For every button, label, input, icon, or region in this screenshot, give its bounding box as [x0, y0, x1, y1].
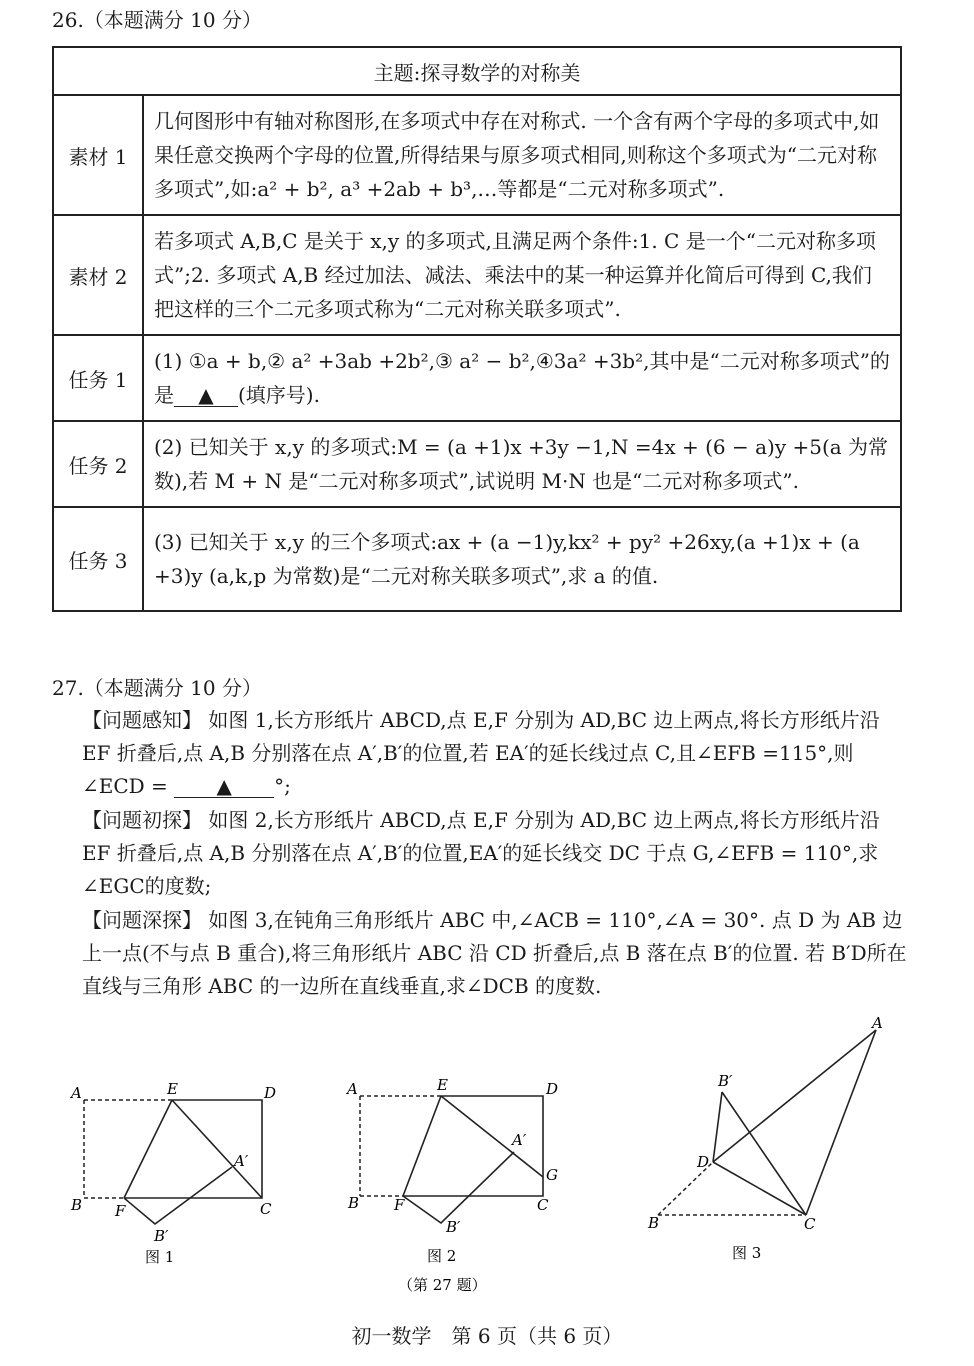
row-content: 几何图形中有轴对称图形,在多项式中存在对称式. 一个含有两个字母的多项式中,如果任意交换两个字母的位置,所得结果与原多项式相同,则称这个多项式为“二元对称多项式”,如:a² + b², a³ +2ab + b³,…等都是“二元对称多项式”.: [143, 95, 901, 215]
table-row: [53, 95, 901, 215]
figures-area: [0, 1010, 974, 1310]
table-row: [53, 507, 901, 611]
table-row: [53, 421, 901, 507]
figure-2: [345, 1076, 558, 1294]
point-label: B: [648, 1214, 660, 1232]
point-label: D: [264, 1084, 277, 1102]
row-label: 素材 2: [53, 215, 143, 335]
figure-caption: 图 1: [145, 1248, 175, 1266]
section-tag: 【问题感知】: [82, 708, 202, 732]
row-content: [143, 335, 901, 421]
fold-line-dc: [713, 1162, 806, 1215]
fold-line-ef: [403, 1096, 441, 1196]
table-row: [53, 215, 901, 335]
point-label: A: [872, 1014, 883, 1032]
row-content: (2) 已知关于 x,y 的多项式:M = (a +1)x +3y −1,N =4x + (6 − a)y +5(a 为常数),若 M + N 是“二元对称多项式”,试说明 M·N 也是“二元对称多项式”.: [143, 421, 901, 507]
folded-edge: [124, 1167, 232, 1224]
figure-3: [647, 1014, 883, 1262]
point-label: C: [537, 1196, 549, 1214]
problem-initial-explore: [82, 804, 907, 903]
row-label: 任务 2: [53, 421, 143, 507]
folded-edge: [403, 1152, 514, 1223]
task1-text: (1) ①a + b,② a² +3ab +2b²,③ a² − b²,④3a² +3b²,其中是“二元对称多项式”的是: [154, 349, 890, 407]
figure-caption: 图 3: [732, 1244, 762, 1262]
section-tag: 【问题深探】: [82, 908, 202, 932]
row-content: (3) 已知关于 x,y 的三个多项式:ax + (a −1)y,kx² + py² +26xy,(a +1)x + (a +3)y (a,k,p 为常数)是“二元对称关联多项式”,求 a 的值.: [143, 507, 901, 611]
point-label: B′: [718, 1072, 733, 1090]
answer-blank: ▲: [174, 775, 274, 798]
row-content: 若多项式 A,B,C 是关于 x,y 的多项式,且满足两个条件:1. C 是一个“二元对称多项式”;2. 多项式 A,B 经过加法、减法、乘法中的某一种运算并化简后可得到 C,我们把这样的三个二元多项式称为“二元对称关联多项式”.: [143, 215, 901, 335]
point-label: E: [437, 1076, 448, 1094]
answer-blank: ▲: [174, 384, 238, 407]
group-caption: （第 27 题）: [398, 1276, 487, 1294]
figure-caption: 图 2: [427, 1247, 457, 1265]
page-footer: 初一数学 第 6 页（共 6 页）: [351, 1324, 623, 1348]
fold-line-ef: [124, 1100, 172, 1198]
question-26-table: [52, 46, 902, 612]
section-text: 如图 2,长方形纸片 ABCD,点 E,F 分别为 AD,BC 边上两点,将长方形纸片沿 EF 折叠后,点 A,B 分别落在点 A′,B′的位置,EA′的延长线交 DC 于点 G,∠EFB = 110°,求∠EGC的度数;: [82, 808, 880, 898]
point-label: C: [804, 1215, 816, 1233]
point-label: A: [347, 1080, 358, 1098]
point-label: C: [260, 1200, 272, 1218]
table-row: [53, 335, 901, 421]
question-27-header: 27.（本题满分 10 分）: [52, 676, 262, 700]
task1-tail: (填序号).: [238, 383, 320, 407]
point-label: A: [71, 1084, 82, 1102]
problem-deep-explore: [82, 904, 907, 1003]
point-label: F: [394, 1196, 405, 1214]
point-label: D: [546, 1080, 559, 1098]
point-label: B′: [446, 1218, 461, 1236]
point-label: B: [348, 1194, 360, 1212]
section-text: 如图 3,在钝角三角形纸片 ABC 中,∠ACB = 110°,∠A = 30°. 点 D 为 AB 边上一点(不与点 B 重合),将三角形纸片 ABC 沿 CD 折叠后,点 B 落在点 B′的位置. 若 B′D所在直线与三角形 ABC 的一边所在直线垂直,求∠DCB 的度数.: [82, 908, 907, 998]
section-text: 如图 1,长方形纸片 ABCD,点 E,F 分别为 AD,BC 边上两点,将长方形纸片沿 EF 折叠后,点 A,B 分别落在点 A′,B′的位置,若 EA′的延长线过点 C,且∠EFB =115°,则∠ECD =: [82, 708, 880, 798]
line-b1c: [722, 1092, 806, 1215]
row-label: 任务 1: [53, 335, 143, 421]
point-label: E: [167, 1080, 178, 1098]
row-label: 素材 1: [53, 95, 143, 215]
point-label: B′: [154, 1227, 169, 1245]
point-label: A′: [512, 1131, 527, 1149]
problem-perception: [82, 704, 907, 803]
row-label: 任务 3: [53, 507, 143, 611]
table-theme: 主题:探寻数学的对称美: [53, 47, 901, 95]
point-label: G: [546, 1166, 558, 1184]
section-tail: °;: [274, 774, 291, 798]
question-26-header: 26.（本题满分 10 分）: [52, 8, 262, 32]
point-label: F: [115, 1202, 126, 1220]
rectangle-edge: [124, 1100, 262, 1198]
line-ec: [172, 1100, 262, 1198]
point-label: D: [697, 1153, 710, 1171]
point-label: A′: [234, 1152, 249, 1170]
line-db1: [713, 1092, 722, 1162]
figure-1: [69, 1080, 276, 1266]
line-eg: [441, 1096, 543, 1177]
point-label: B: [71, 1196, 83, 1214]
section-tag: 【问题初探】: [82, 808, 202, 832]
